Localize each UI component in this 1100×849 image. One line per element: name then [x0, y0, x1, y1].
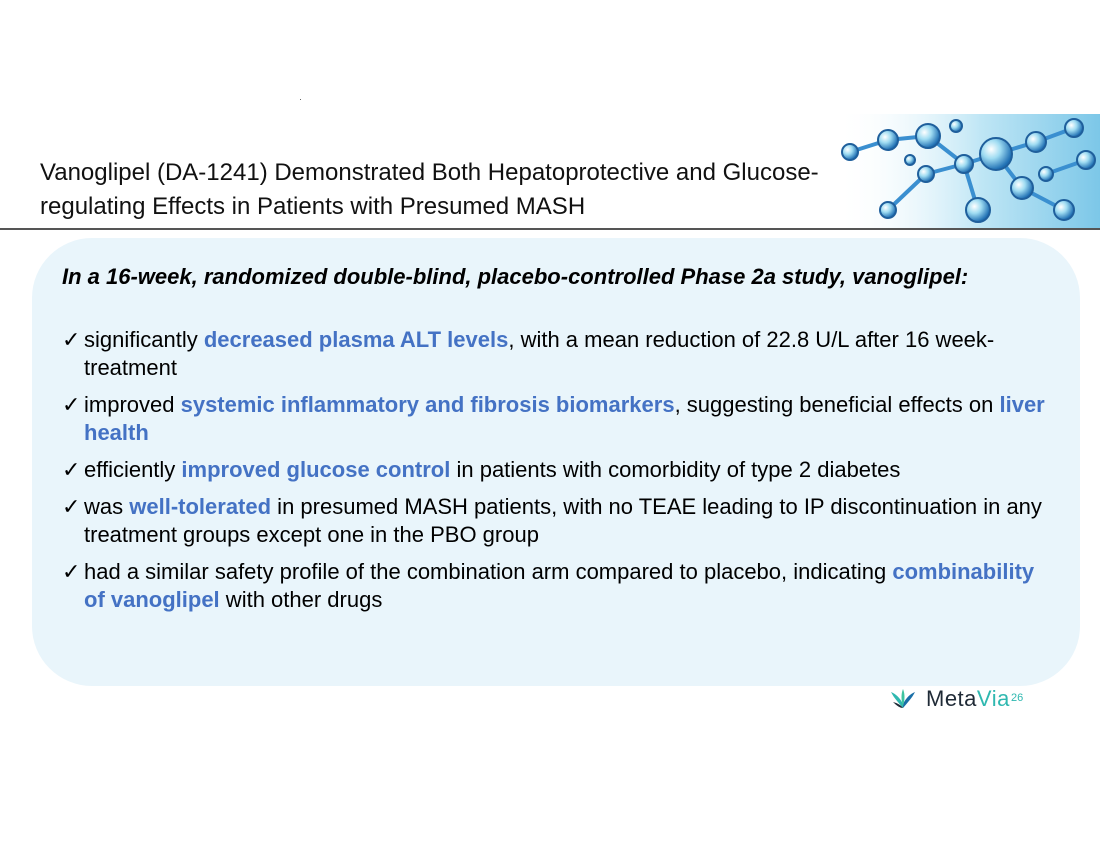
molecule-graphic-icon — [836, 114, 1100, 228]
finding-text: significantly — [84, 327, 204, 352]
metavia-leaf-logo-icon — [890, 688, 916, 710]
checkmark-icon: ✓ — [62, 494, 81, 519]
finding-highlight: liver health — [84, 392, 1045, 445]
finding-text: efficiently — [84, 457, 182, 482]
brand-name-part1: Meta — [926, 686, 977, 711]
finding-highlight: systemic inflammatory and fibrosis biomarkers — [180, 392, 675, 417]
finding-text: in patients with comorbidity of type 2 diabetes — [450, 457, 901, 482]
checkmark-icon: ✓ — [62, 327, 81, 352]
finding-glucose — [62, 456, 1052, 484]
finding-highlight: decreased plasma ALT levels — [203, 327, 509, 352]
finding-text: , suggesting beneficial effects on — [674, 392, 1000, 417]
checkmark-icon: ✓ — [62, 457, 81, 482]
finding-text: with other drugs — [219, 587, 383, 612]
finding-text: in presumed MASH patients, with no TEAE leading to IP discontinuation in any treatment groups except one in the PBO group — [84, 494, 1042, 547]
slide-title: Vanoglipel (DA-1241) Demonstrated Both Hepatoprotective and Glucose-regulating Effects in Patients with Presumed MASH — [40, 159, 819, 220]
checkmark-icon: ✓ — [62, 392, 81, 417]
finding-highlight: improved glucose control — [181, 457, 451, 482]
title-divider — [0, 228, 1100, 230]
checkmark-icon: ✓ — [62, 559, 81, 584]
finding-text: was — [84, 494, 130, 519]
metavia-logo — [890, 684, 1010, 714]
finding-biomarkers — [62, 391, 1052, 447]
finding-highlight: combinability of vanoglipel — [84, 559, 1035, 612]
stray-dot — [300, 99, 301, 100]
brand-name — [926, 686, 1010, 712]
finding-safety — [62, 558, 1052, 614]
finding-text: , with a mean reduction of 22.8 U/L after 16 week-treatment — [84, 327, 995, 380]
brand-name-part2: Via — [976, 686, 1010, 711]
finding-text: had a similar safety profile of the combination arm compared to placebo, indicating — [84, 559, 893, 584]
study-intro: In a 16-week, randomized double-blind, placebo-controlled Phase 2a study, vanoglipel: — [62, 264, 969, 289]
finding-alt — [62, 326, 1052, 382]
finding-tolerability — [62, 493, 1052, 549]
finding-highlight: well-tolerated — [129, 494, 272, 519]
page-number: 26 — [1011, 692, 1024, 704]
findings-list — [62, 326, 1052, 623]
finding-text: improved — [84, 392, 181, 417]
